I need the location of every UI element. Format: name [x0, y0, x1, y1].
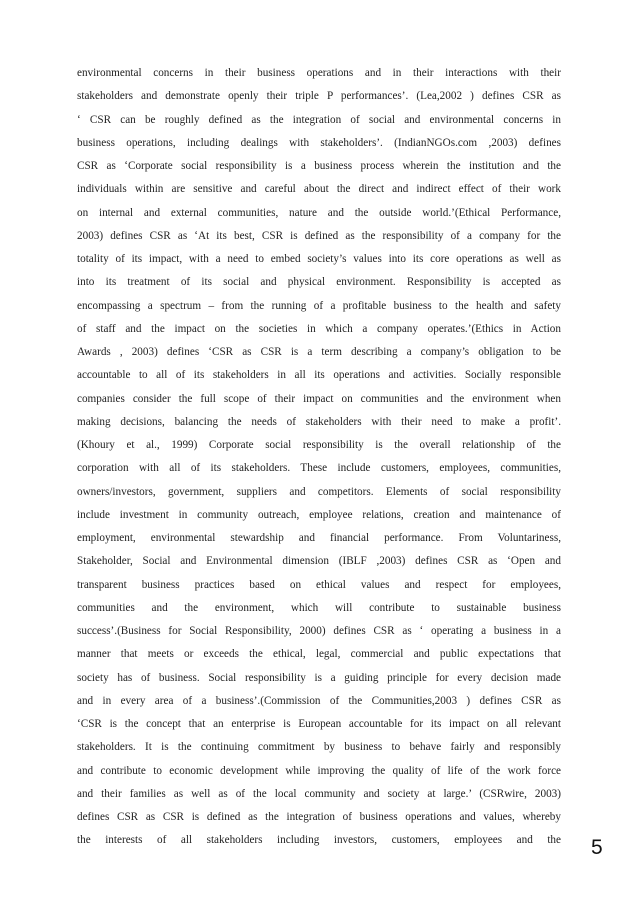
- text-line: and their families as well as of the local community and society at large.’ (CSRwire, 2003): [77, 787, 561, 800]
- text-line: employment, environmental stewardship and financial performance. From Voluntariness,: [77, 532, 561, 544]
- text-line: Awards , 2003) defines ‘CSR as CSR is a term describing a company’s obligation to be: [77, 346, 561, 358]
- text-line: on internal and external communities, nature and the outside world.’(Ethical Performance,: [77, 206, 561, 219]
- text-line: making decisions, balancing the needs of stakeholders with their need to make a profit’.: [77, 415, 561, 428]
- text-line: the interests of all stakeholders including investors, customers, employees and the: [77, 834, 561, 847]
- text-line: accountable to all of its stakeholders in all its operations and activities. Socially responsible: [77, 369, 561, 382]
- text-line: society has of business. Social responsibility is a guiding principle for every decision made: [77, 671, 561, 684]
- text-line: 2003) defines CSR as ‘At its best, CSR is defined as the responsibility of a company for the: [77, 229, 561, 242]
- text-line: into its treatment of its social and physical environment. Responsibility is accepted as: [77, 276, 561, 289]
- text-line: transparent business practices based on ethical values and respect for employees,: [77, 578, 561, 591]
- text-line: individuals within are sensitive and careful about the direct and indirect effect of their work: [77, 183, 561, 196]
- text-line: corporation with all of its stakeholders. These include customers, employees, communities,: [77, 462, 561, 475]
- text-line: encompassing a spectrum – from the running of a profitable business to the health and safety: [77, 299, 561, 312]
- text-line: stakeholders. It is the continuing commitment by business to behave fairly and responsibly: [77, 741, 561, 754]
- text-line: business operations, including dealings with stakeholders’. (IndianNGOs.com ,2003) defines: [77, 136, 561, 149]
- text-line: of staff and the impact on the societies in which a company operates.’(Ethics in Action: [77, 322, 561, 335]
- text-line: totality of its impact, with a need to embed society’s values into its core operations as well as: [77, 253, 561, 265]
- text-line: CSR as ‘Corporate social responsibility is a business process wherein the institution and the: [77, 160, 561, 172]
- text-line: and in every area of a business’.(Commission of the Communities,2003 ) defines CSR as: [77, 694, 561, 707]
- body-paragraph: [77, 62, 561, 853]
- page-number: 5: [591, 836, 603, 859]
- text-line: Stakeholder, Social and Environmental dimension (IBLF ,2003) defines CSR as ‘Open and: [77, 555, 561, 568]
- text-line: success’.(Business for Social Responsibility, 2000) defines CSR as ‘ operating a business in a: [77, 625, 561, 637]
- text-line: ‘ CSR can be roughly defined as the integration of social and environmental concerns in: [77, 113, 561, 126]
- text-line: owners/investors, government, suppliers and competitors. Elements of social responsibility: [77, 485, 561, 498]
- text-line: ‘CSR is the concept that an enterprise is European accountable for its impact on all relevant: [77, 718, 561, 730]
- text-line: and contribute to economic development while improving the quality of life of the work force: [77, 764, 561, 777]
- text-line: communities and the environment, which will contribute to sustainable business: [77, 601, 561, 614]
- text-line: environmental concerns in their business operations and in their interactions with their: [77, 67, 561, 79]
- text-line: manner that meets or exceeds the ethical, legal, commercial and public expectations that: [77, 648, 561, 661]
- text-line: defines CSR as CSR is defined as the integration of business operations and values, whereby: [77, 811, 561, 823]
- text-line: (Khoury et al., 1999) Corporate social responsibility is the overall relationship of the: [77, 439, 561, 451]
- text-line: companies consider the full scope of their impact on communities and the environment when: [77, 392, 561, 405]
- text-line: stakeholders and demonstrate openly their triple P performances’. (Lea,2002 ) defines CSR as: [77, 90, 561, 103]
- text-line: include investment in community outreach, employee relations, creation and maintenance of: [77, 508, 561, 521]
